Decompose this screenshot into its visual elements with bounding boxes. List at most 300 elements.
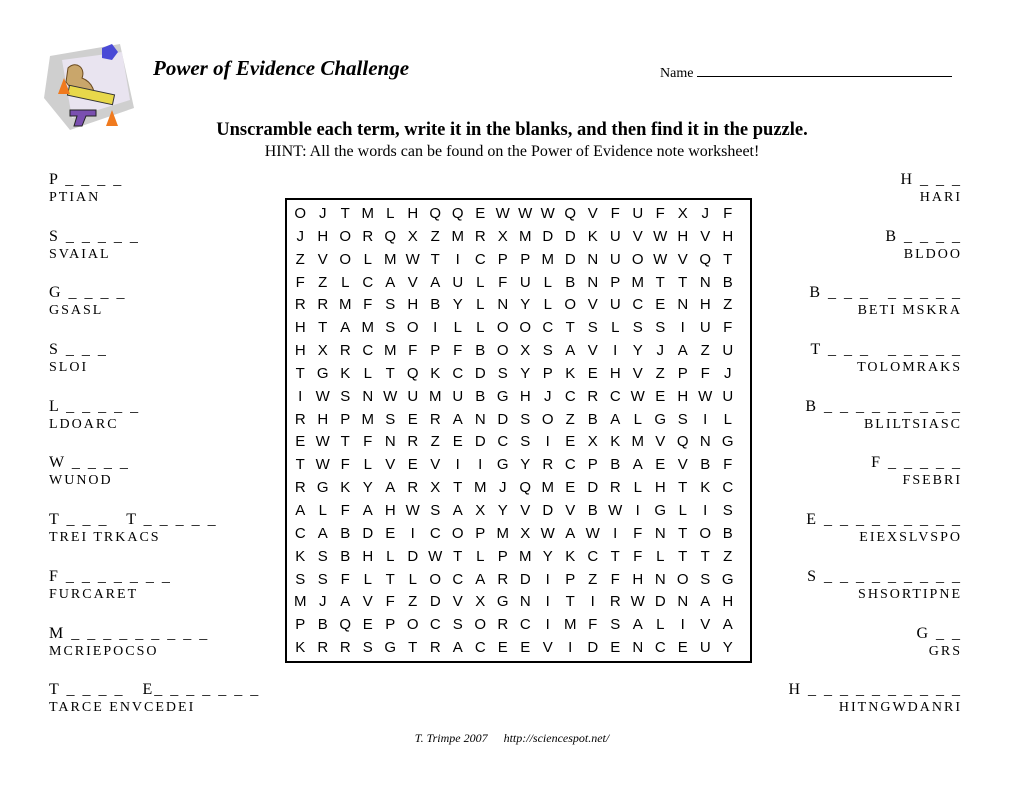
puzzle-letter[interactable]: E [362,616,373,634]
puzzle-letter[interactable]: W [698,387,713,405]
puzzle-letter[interactable]: S [655,319,666,337]
puzzle-letter[interactable]: O [496,342,509,360]
puzzle-letter[interactable]: P [340,410,351,428]
puzzle-letter[interactable]: Q [676,433,689,451]
puzzle-letter[interactable]: N [587,250,599,268]
puzzle-letter[interactable]: R [294,296,306,314]
puzzle-letter[interactable]: D [362,524,374,542]
puzzle-letter[interactable]: V [542,639,553,657]
puzzle-letter[interactable]: F [340,570,350,588]
puzzle-letter[interactable]: E [407,456,418,474]
puzzle-letter[interactable]: S [452,616,463,634]
answer-blanks[interactable]: G _ _ [916,624,962,642]
puzzle-letter[interactable]: J [296,227,304,245]
puzzle-letter[interactable]: K [340,364,351,382]
puzzle-letter[interactable]: Z [655,364,665,382]
puzzle-letter[interactable]: W [540,205,555,222]
puzzle-letter[interactable]: L [633,479,642,497]
puzzle-letter[interactable]: S [542,342,553,360]
puzzle-letter[interactable]: B [587,410,598,428]
answer-blanks[interactable]: T _ _ _ T _ _ _ _ _ [49,511,218,529]
puzzle-letter[interactable]: D [542,227,554,245]
puzzle-letter[interactable]: Z [700,342,710,360]
puzzle-letter[interactable]: H [632,570,644,588]
puzzle-letter[interactable]: F [633,524,643,542]
puzzle-letter[interactable]: T [678,547,688,565]
puzzle-letter[interactable]: R [294,410,306,428]
puzzle-letter[interactable]: D [429,593,441,611]
puzzle-letter[interactable]: S [317,570,328,588]
puzzle-letter[interactable]: T [408,639,418,657]
puzzle-letter[interactable]: M [384,250,397,268]
puzzle-letter[interactable]: T [295,456,305,474]
puzzle-letter[interactable]: H [317,227,329,245]
puzzle-letter[interactable]: C [429,616,441,634]
puzzle-letter[interactable]: S [722,501,733,519]
puzzle-letter[interactable]: R [339,342,351,360]
puzzle-letter[interactable]: F [610,205,620,222]
puzzle-letter[interactable]: Z [430,433,440,451]
puzzle-letter[interactable]: E [295,433,306,451]
puzzle-letter[interactable]: B [475,387,486,405]
puzzle-letter[interactable]: O [699,524,712,542]
puzzle-letter[interactable]: S [677,410,688,428]
puzzle-letter[interactable]: J [319,205,327,222]
puzzle-letter[interactable]: B [340,547,351,565]
puzzle-letter[interactable]: Q [519,479,532,497]
puzzle-letter[interactable]: P [677,364,688,382]
puzzle-letter[interactable]: S [520,433,531,451]
puzzle-letter[interactable]: M [496,524,509,542]
puzzle-letter[interactable]: M [541,250,554,268]
answer-blanks[interactable]: G _ _ _ _ [49,284,127,302]
puzzle-letter[interactable]: I [568,639,573,657]
puzzle-letter[interactable]: E [520,639,531,657]
puzzle-letter[interactable]: T [318,319,328,337]
puzzle-letter[interactable]: A [677,342,688,360]
puzzle-letter[interactable]: I [703,501,708,519]
puzzle-letter[interactable]: J [544,387,552,405]
puzzle-letter[interactable]: B [722,524,733,542]
puzzle-letter[interactable]: X [407,227,418,245]
puzzle-letter[interactable]: L [363,250,372,268]
puzzle-letter[interactable]: S [632,319,643,337]
puzzle-letter[interactable]: M [451,227,464,245]
puzzle-letter[interactable]: N [474,410,486,428]
puzzle-letter[interactable]: V [632,227,643,245]
puzzle-letter[interactable]: W [608,501,623,519]
puzzle-letter[interactable]: R [407,433,419,451]
puzzle-letter[interactable]: F [655,205,665,222]
puzzle-letter[interactable]: U [699,639,711,657]
puzzle-letter[interactable]: H [722,593,734,611]
puzzle-letter[interactable]: E [475,205,486,222]
name-field[interactable] [660,64,952,82]
puzzle-letter[interactable]: L [656,547,665,565]
puzzle-letter[interactable]: G [654,501,667,519]
puzzle-letter[interactable]: S [295,570,306,588]
puzzle-letter[interactable]: K [295,639,306,657]
puzzle-letter[interactable]: X [475,501,486,519]
puzzle-letter[interactable]: E [610,639,621,657]
puzzle-letter[interactable]: T [453,479,463,497]
puzzle-letter[interactable]: C [542,319,554,337]
puzzle-letter[interactable]: I [545,616,550,634]
puzzle-letter[interactable]: S [610,616,621,634]
puzzle-letter[interactable]: X [317,342,328,360]
puzzle-letter[interactable]: I [680,616,685,634]
puzzle-letter[interactable]: I [433,319,438,337]
puzzle-letter[interactable]: M [519,547,532,565]
answer-blanks[interactable]: T _ _ _ _ _ _ _ _ [810,341,962,359]
puzzle-letter[interactable]: Z [430,227,440,245]
puzzle-letter[interactable]: V [587,342,598,360]
puzzle-letter[interactable]: R [294,479,306,497]
puzzle-letter[interactable]: L [476,296,485,314]
puzzle-letter[interactable]: A [700,593,711,611]
puzzle-letter[interactable]: F [723,205,733,222]
puzzle-letter[interactable]: T [453,547,463,565]
puzzle-letter[interactable]: M [361,319,374,337]
puzzle-letter[interactable]: V [430,456,441,474]
puzzle-letter[interactable]: M [361,410,374,428]
puzzle-letter[interactable]: Z [318,273,328,291]
puzzle-letter[interactable]: D [474,433,486,451]
puzzle-letter[interactable]: A [362,501,373,519]
puzzle-letter[interactable]: L [363,456,372,474]
puzzle-letter[interactable]: V [587,296,598,314]
answer-blanks[interactable]: B _ _ _ _ _ _ _ _ _ [805,397,962,415]
puzzle-letter[interactable]: Q [429,205,442,222]
puzzle-letter[interactable]: L [408,570,417,588]
puzzle-letter[interactable]: R [609,479,621,497]
puzzle-letter[interactable]: H [294,342,306,360]
puzzle-letter[interactable]: B [700,456,711,474]
puzzle-letter[interactable]: F [340,456,350,474]
puzzle-letter[interactable]: H [407,296,419,314]
puzzle-letter[interactable]: B [475,342,486,360]
puzzle-letter[interactable]: I [590,593,595,611]
puzzle-letter[interactable]: A [452,639,463,657]
puzzle-letter[interactable]: Y [452,296,463,314]
puzzle-letter[interactable]: P [587,456,598,474]
answer-blanks[interactable]: M _ _ _ _ _ _ _ _ _ [49,624,210,642]
puzzle-letter[interactable]: L [318,501,327,519]
puzzle-letter[interactable]: F [340,501,350,519]
puzzle-letter[interactable]: P [610,273,621,291]
puzzle-letter[interactable]: F [633,547,643,565]
puzzle-letter[interactable]: F [610,570,620,588]
puzzle-letter[interactable]: T [655,273,665,291]
puzzle-letter[interactable]: F [408,342,418,360]
puzzle-letter[interactable]: W [428,547,443,565]
puzzle-letter[interactable]: N [587,273,599,291]
puzzle-letter[interactable]: I [455,456,460,474]
puzzle-letter[interactable]: M [474,479,487,497]
puzzle-letter[interactable]: H [384,501,396,519]
answer-blanks[interactable]: L _ _ _ _ _ [49,397,141,415]
puzzle-letter[interactable]: S [340,387,351,405]
puzzle-letter[interactable]: Y [520,456,531,474]
puzzle-letter[interactable]: F [700,364,710,382]
puzzle-letter[interactable]: H [677,387,689,405]
puzzle-letter[interactable]: P [542,364,553,382]
answer-blanks[interactable]: F _ _ _ _ _ _ _ [49,567,172,585]
puzzle-letter[interactable]: S [520,410,531,428]
puzzle-letter[interactable]: T [678,524,688,542]
puzzle-letter[interactable]: I [455,250,460,268]
puzzle-letter[interactable]: F [498,273,508,291]
puzzle-letter[interactable]: B [587,501,598,519]
puzzle-letter[interactable]: L [341,273,350,291]
puzzle-letter[interactable]: I [410,524,415,542]
puzzle-letter[interactable]: F [363,433,373,451]
puzzle-letter[interactable]: X [677,205,688,222]
puzzle-letter[interactable]: X [520,524,531,542]
puzzle-letter[interactable]: B [430,296,441,314]
puzzle-letter[interactable]: N [519,593,531,611]
puzzle-letter[interactable]: K [295,547,306,565]
puzzle-letter[interactable]: O [406,616,419,634]
puzzle-letter[interactable]: C [474,639,486,657]
puzzle-letter[interactable]: L [678,501,687,519]
puzzle-letter[interactable]: P [430,342,441,360]
puzzle-letter[interactable]: P [497,547,508,565]
puzzle-letter[interactable]: B [317,616,328,634]
puzzle-letter[interactable]: C [587,547,599,565]
puzzle-letter[interactable]: C [294,524,306,542]
puzzle-letter[interactable]: U [609,227,621,245]
puzzle-letter[interactable]: B [340,524,351,542]
puzzle-letter[interactable]: G [496,456,509,474]
name-blank-line[interactable] [697,64,952,77]
puzzle-letter[interactable]: O [294,205,307,222]
puzzle-letter[interactable]: R [429,639,441,657]
puzzle-letter[interactable]: J [724,364,732,382]
puzzle-letter[interactable]: S [385,410,396,428]
puzzle-letter[interactable]: I [545,593,550,611]
puzzle-letter[interactable]: Q [339,616,352,634]
puzzle-letter[interactable]: M [631,273,644,291]
puzzle-letter[interactable]: M [541,479,554,497]
puzzle-letter[interactable]: S [700,570,711,588]
puzzle-letter[interactable]: D [587,639,599,657]
puzzle-letter[interactable]: H [519,387,531,405]
puzzle-letter[interactable]: D [654,593,666,611]
puzzle-letter[interactable]: D [497,410,509,428]
puzzle-letter[interactable]: Z [565,410,575,428]
puzzle-letter[interactable]: K [340,479,351,497]
puzzle-letter[interactable]: K [430,364,441,382]
puzzle-letter[interactable]: F [385,593,395,611]
puzzle-letter[interactable]: F [453,342,463,360]
puzzle-letter[interactable]: H [722,227,734,245]
puzzle-letter[interactable]: C [722,479,734,497]
puzzle-letter[interactable]: X [497,227,508,245]
puzzle-letter[interactable]: G [384,639,397,657]
puzzle-letter[interactable]: R [339,639,351,657]
puzzle-letter[interactable]: E [677,639,688,657]
puzzle-letter[interactable]: R [587,387,599,405]
puzzle-letter[interactable]: L [363,570,372,588]
puzzle-letter[interactable]: E [655,387,666,405]
answer-blanks[interactable]: S _ _ _ _ _ [49,227,140,245]
puzzle-letter[interactable]: C [474,250,486,268]
puzzle-letter[interactable]: N [654,524,666,542]
puzzle-letter[interactable]: U [452,273,464,291]
answer-blanks[interactable]: W _ _ _ _ [49,454,130,472]
puzzle-letter[interactable]: C [429,524,441,542]
puzzle-letter[interactable]: L [723,410,732,428]
puzzle-letter[interactable]: K [565,547,576,565]
puzzle-letter[interactable]: F [588,616,598,634]
puzzle-letter[interactable]: M [564,616,577,634]
answer-blanks[interactable]: T _ _ _ _ E_ _ _ _ _ _ _ [49,681,261,699]
puzzle-letter[interactable]: H [699,296,711,314]
puzzle-letter[interactable]: C [654,639,666,657]
puzzle-letter[interactable]: E [565,479,576,497]
puzzle-letter[interactable]: T [385,570,395,588]
puzzle-letter[interactable]: E [407,410,418,428]
puzzle-letter[interactable]: Z [295,250,305,268]
puzzle-letter[interactable]: E [655,456,666,474]
puzzle-letter[interactable]: A [565,342,576,360]
puzzle-letter[interactable]: X [520,342,531,360]
puzzle-letter[interactable]: S [587,319,598,337]
puzzle-letter[interactable]: L [476,547,485,565]
answer-blanks[interactable]: H _ _ _ [900,171,962,188]
puzzle-letter[interactable]: M [384,342,397,360]
puzzle-letter[interactable]: V [317,250,328,268]
answer-blanks[interactable]: P _ _ _ _ [49,171,124,188]
puzzle-letter[interactable]: T [340,433,350,451]
puzzle-letter[interactable]: W [405,501,420,519]
puzzle-letter[interactable]: R [317,296,329,314]
puzzle-letter[interactable]: A [722,616,733,634]
puzzle-letter[interactable]: V [452,593,463,611]
puzzle-letter[interactable]: I [545,570,550,588]
puzzle-letter[interactable]: N [677,296,689,314]
puzzle-letter[interactable]: W [315,387,330,405]
puzzle-letter[interactable]: R [497,570,509,588]
puzzle-letter[interactable]: G [316,364,329,382]
puzzle-letter[interactable]: M [429,387,442,405]
puzzle-letter[interactable]: I [478,456,483,474]
puzzle-letter[interactable]: A [340,593,351,611]
answer-blanks[interactable]: S _ _ _ [49,341,108,359]
puzzle-letter[interactable]: K [587,227,598,245]
puzzle-letter[interactable]: E [385,524,396,542]
puzzle-letter[interactable]: T [678,479,688,497]
puzzle-letter[interactable]: V [700,616,711,634]
puzzle-letter[interactable]: A [430,273,441,291]
puzzle-letter[interactable]: N [699,433,711,451]
puzzle-letter[interactable]: W [518,205,533,222]
puzzle-letter[interactable]: L [386,547,395,565]
puzzle-letter[interactable]: N [654,570,666,588]
puzzle-letter[interactable]: V [632,364,643,382]
puzzle-letter[interactable]: T [723,250,733,268]
puzzle-letter[interactable]: Q [451,205,464,222]
puzzle-letter[interactable]: C [632,296,644,314]
puzzle-letter[interactable]: O [339,250,352,268]
puzzle-letter[interactable]: S [362,639,373,657]
puzzle-letter[interactable]: T [565,319,575,337]
puzzle-letter[interactable]: W [315,456,330,474]
puzzle-letter[interactable]: S [385,319,396,337]
puzzle-letter[interactable]: P [475,524,486,542]
puzzle-letter[interactable]: B [565,273,576,291]
puzzle-letter[interactable]: Z [588,570,598,588]
answer-blanks[interactable]: E _ _ _ _ _ _ _ _ _ [806,511,962,529]
puzzle-letter[interactable]: G [721,433,734,451]
puzzle-letter[interactable]: S [430,501,441,519]
puzzle-letter[interactable]: D [542,501,554,519]
puzzle-letter[interactable]: Y [520,296,531,314]
puzzle-letter[interactable]: E [655,296,666,314]
puzzle-letter[interactable]: C [519,616,531,634]
puzzle-letter[interactable]: F [723,456,733,474]
puzzle-letter[interactable]: P [565,570,576,588]
puzzle-letter[interactable]: S [317,547,328,565]
puzzle-letter[interactable]: U [609,296,621,314]
puzzle-letter[interactable]: G [721,570,734,588]
puzzle-letter[interactable]: D [407,547,419,565]
puzzle-letter[interactable]: O [631,250,644,268]
puzzle-letter[interactable]: L [633,410,642,428]
puzzle-letter[interactable]: O [676,570,689,588]
puzzle-letter[interactable]: I [613,342,618,360]
puzzle-letter[interactable]: K [610,433,621,451]
puzzle-letter[interactable]: Y [632,342,643,360]
puzzle-letter[interactable]: H [609,364,621,382]
puzzle-letter[interactable]: W [653,227,668,245]
puzzle-letter[interactable]: H [294,319,306,337]
puzzle-letter[interactable]: V [385,456,396,474]
puzzle-letter[interactable]: Y [520,364,531,382]
puzzle-letter[interactable]: V [677,250,688,268]
puzzle-letter[interactable]: C [362,342,374,360]
puzzle-letter[interactable]: R [362,227,374,245]
puzzle-letter[interactable]: C [362,273,374,291]
puzzle-letter[interactable]: O [541,410,554,428]
puzzle-letter[interactable]: I [635,501,640,519]
puzzle-letter[interactable]: O [474,616,487,634]
puzzle-letter[interactable]: G [316,479,329,497]
puzzle-letter[interactable]: F [295,273,305,291]
puzzle-letter[interactable]: X [430,479,441,497]
puzzle-letter[interactable]: L [611,319,620,337]
puzzle-letter[interactable]: E [587,364,598,382]
puzzle-letter[interactable]: V [362,593,373,611]
puzzle-letter[interactable]: H [677,227,689,245]
puzzle-letter[interactable]: T [430,250,440,268]
puzzle-letter[interactable]: J [701,205,709,222]
puzzle-letter[interactable]: A [452,410,463,428]
puzzle-letter[interactable]: D [474,364,486,382]
puzzle-letter[interactable]: O [406,319,419,337]
puzzle-letter[interactable]: M [631,433,644,451]
puzzle-letter[interactable]: A [632,616,643,634]
puzzle-letter[interactable]: C [609,387,621,405]
puzzle-letter[interactable]: T [700,547,710,565]
puzzle-letter[interactable]: O [564,296,577,314]
puzzle-letter[interactable]: A [475,570,486,588]
puzzle-letter[interactable]: W [630,387,645,405]
answer-blanks[interactable]: B _ _ _ _ [885,227,962,245]
puzzle-letter[interactable]: T [565,593,575,611]
puzzle-letter[interactable]: Y [497,501,508,519]
